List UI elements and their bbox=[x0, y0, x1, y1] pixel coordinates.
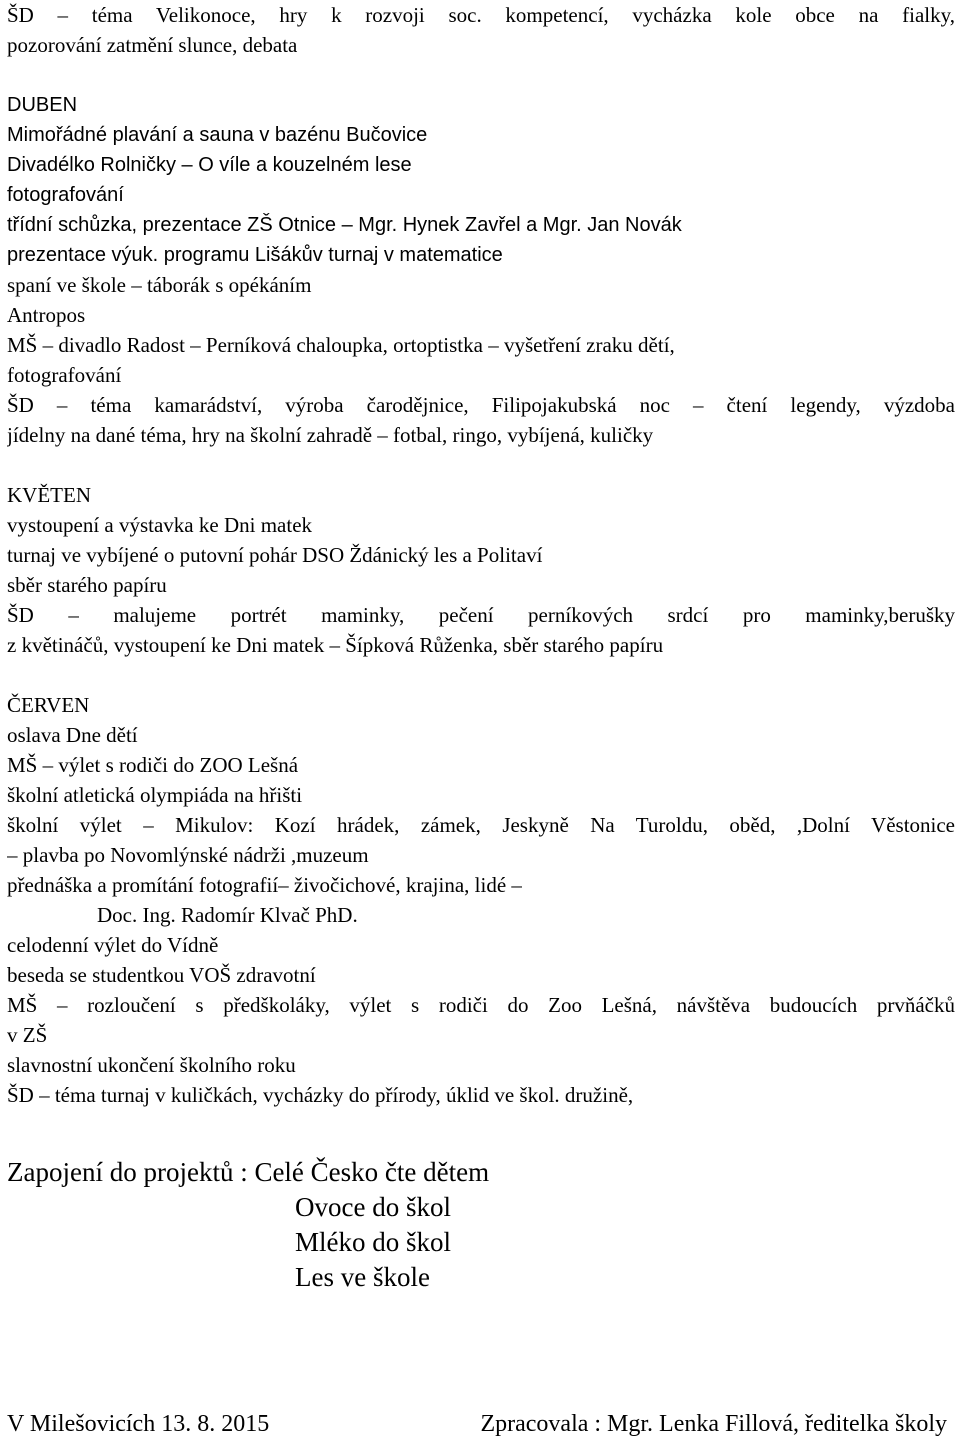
text-line: fotografování bbox=[7, 363, 122, 387]
text-line: z květináčů, vystoupení ke Dni matek – Šípková Růženka, sběr starého papíru bbox=[7, 633, 664, 657]
text-line: vystoupení a výstavka ke Dni matek bbox=[7, 513, 313, 537]
project-item: Mléko do škol bbox=[295, 1227, 452, 1257]
text-line: MŠ – výlet s rodiči do ZOO Lešná bbox=[7, 753, 299, 777]
text-line: celodenní výlet do Vídně bbox=[7, 933, 219, 957]
text-line: ŠD – téma Velikonoce, hry k rozvoji soc. kompetencí, vycházka kole obce na fialky, bbox=[7, 3, 955, 27]
text-line: v ZŠ bbox=[7, 1023, 48, 1047]
text-line: Divadélko Rolničky – O víle a kouzelném lese bbox=[7, 154, 412, 176]
document-page bbox=[7, 0, 955, 1295]
section-heading-kveten: KVĚTEN bbox=[7, 483, 91, 507]
project-item: Ovoce do škol bbox=[295, 1192, 451, 1222]
section-heading-cerven: ČERVEN bbox=[7, 693, 90, 717]
text-line: slavnostní ukončení školního roku bbox=[7, 1053, 296, 1077]
footer bbox=[7, 1408, 947, 1440]
text-line: spaní ve škole – táborák s opékáním bbox=[7, 273, 312, 297]
text-line: pozorování zatmění slunce, debata bbox=[7, 33, 298, 57]
place-date: V Milešovicích 13. 8. 2015 bbox=[7, 1411, 270, 1437]
text-line: beseda se studentkou VOŠ zdravotní bbox=[7, 963, 316, 987]
text-line: ŠD – téma turnaj v kuličkách, vycházky do přírody, úklid ve škol. družině, bbox=[7, 1083, 634, 1107]
text-line: sběr starého papíru bbox=[7, 573, 167, 597]
text-line: Mimořádné plavání a sauna v bazénu Bučovice bbox=[7, 124, 428, 146]
text-line: Doc. Ing. Radomír Klvač PhD. bbox=[97, 903, 358, 927]
text-line: MŠ – divadlo Radost – Perníková chaloupka, ortoptistka – vyšetření zraku dětí, bbox=[7, 333, 675, 357]
section-heading-duben: DUBEN bbox=[7, 94, 78, 116]
text-line: přednáška a promítání fotografií– živočichové, krajina, lidé – bbox=[7, 873, 522, 897]
text-line: turnaj ve vybíjené o putovní pohár DSO Ždánický les a Politaví bbox=[7, 543, 543, 567]
text-line: školní atletická olympiáda na hřišti bbox=[7, 783, 303, 807]
author-signature: Zpracovala : Mgr. Lenka Fillová, ředitelka školy bbox=[480, 1411, 947, 1437]
text-line: Antropos bbox=[7, 303, 86, 327]
text-line: školní výlet – Mikulov: Kozí hrádek, zámek, Jeskyně Na Turoldu, oběd, ,Dolní Věstonice bbox=[7, 813, 955, 837]
text-line: prezentace výuk. programu Lišákův turnaj v matematice bbox=[7, 244, 503, 266]
text-line: – plavba po Novomlýnské nádrži ,muzeum bbox=[7, 843, 369, 867]
text-line: jídelny na dané téma, hry na školní zahradě – fotbal, ringo, vybíjená, kuličky bbox=[7, 423, 654, 447]
text-line: fotografování bbox=[7, 184, 124, 206]
text-line: MŠ – rozloučení s předškoláky, výlet s rodiči do Zoo Lešná, návštěva budoucích prvňáčků bbox=[7, 993, 955, 1017]
text-line: oslava Dne dětí bbox=[7, 723, 138, 747]
text-line: ŠD – téma kamarádství, výroba čarodějnice, Filipojakubská noc – čtení legendy, výzdoba bbox=[7, 393, 955, 417]
text-line: ŠD – malujeme portrét maminky, pečení perníkových srdcí pro maminky,berušky bbox=[7, 603, 955, 627]
projects-label: Zapojení do projektů : Celé Česko čte dětem bbox=[7, 1157, 490, 1187]
project-item: Les ve škole bbox=[295, 1262, 430, 1292]
text-line: třídní schůzka, prezentace ZŠ Otnice – Mgr. Hynek Zavřel a Mgr. Jan Novák bbox=[7, 214, 682, 236]
